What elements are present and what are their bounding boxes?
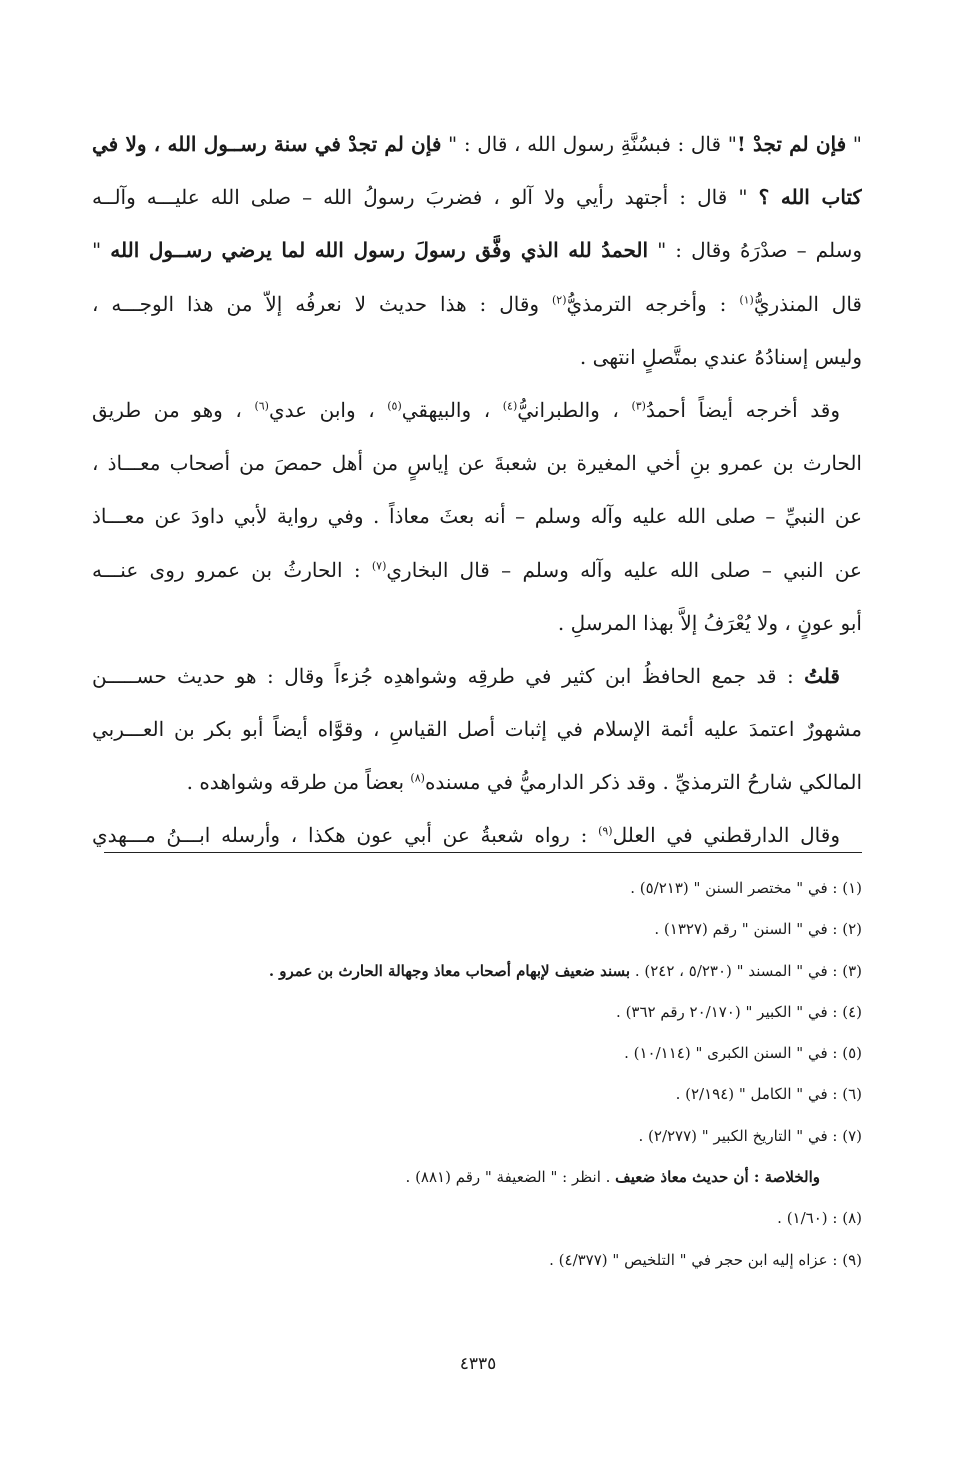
text-span: : وأخرجه الترمذيُّ	[566, 291, 740, 316]
bold-text-span: الحمدُ لله الذي وفَّق رسولَ رسول الله لما يرضي رســول الله	[110, 238, 649, 263]
text-span: بعضاً من طرقه وشواهده .	[186, 770, 411, 795]
text-span: وقال : هذا حديث لا نعرفُه إلاّ من هذا الوجـــه ،	[92, 291, 552, 316]
bold-text-span: والخلاصة : أن حديث معاذ ضعيف	[615, 1168, 820, 1187]
footnote-summary	[100, 1157, 862, 1198]
text-line-4	[92, 278, 862, 331]
footnote-5: (٥) : في " السنن الكبرى " (١٠/١١٤) .	[624, 1044, 862, 1063]
footnote-ref-3[interactable]: (٣)	[631, 399, 646, 413]
text-span: : الحارثُ بن عمرو روى عنـــه	[92, 557, 372, 582]
text-span: عن النبي – صلى الله عليه وآله وسلم – قال البخاري	[386, 557, 862, 582]
bold-text-span: فإن لم تجدْ !	[736, 132, 847, 156]
footnote-ref-4[interactable]: (٤)	[502, 399, 518, 413]
text-span: وقال الدارقطني في العلل	[612, 823, 840, 848]
footnote-ref-6[interactable]: (٦)	[254, 399, 269, 413]
footnote-separator-rule	[104, 852, 862, 853]
footnote-9: (٩) : عزاه إليه ابن حجر في " التلخيص " (٤/٣٧٧) .	[549, 1250, 862, 1269]
text-span: . انظر : " الضعيفة " رقم (٨٨١) .	[405, 1168, 616, 1187]
text-line-10: أبو عونٍ ، ولا يُعْرَفُ إلاَّ بهذا المرسلِ .	[557, 610, 862, 635]
text-span: وقد أخرجه أيضاً أحمدُ	[645, 397, 840, 422]
bold-text-span: فإن لم تجدْ في سنة رســول الله ، ولا في	[92, 132, 442, 156]
footnote-ref-5[interactable]: (٥)	[387, 399, 402, 413]
footnote-ref-1[interactable]: (١)	[739, 292, 754, 306]
text-span: ، وابن عدي	[268, 397, 388, 422]
text-span: (٣) : في " المسند " (٥/٢٣٠ ، ٢٤٢) .	[630, 961, 862, 980]
text-span: "	[846, 132, 862, 156]
text-line-5: وليس إسنادُهُ عندي بمتَّصلٍ انتهى .	[579, 344, 862, 369]
text-span: ، والبيهقي	[401, 397, 503, 422]
text-span: وسلم – صدْرَهُ وقال : "	[648, 238, 862, 263]
text-line-1	[92, 118, 862, 171]
footnotes-block	[100, 868, 862, 1281]
text-line-12: مشهورٌ اعتمدَ عليه أئمة الإسلام في إثبات أصل القياسِ ، وقوَّاه أيضاً أبو بكر بن العـــربي	[92, 717, 862, 742]
main-text-block	[92, 118, 862, 863]
bold-text-span: قلتُ	[804, 663, 840, 688]
text-span: ، والطبرانيُّ	[517, 397, 632, 422]
bold-text-span: كتاب الله ؟	[758, 185, 862, 210]
text-line-14	[92, 809, 862, 862]
text-line-8: عن النبيِّ – صلى الله عليه وآله وسلم – أنه بعثَ معاذاً . وفي رواية لأبي داودَ عن معـــاذ	[92, 504, 862, 529]
footnote-8: (٨) : (١/٦٠) .	[777, 1209, 862, 1228]
footnote-4: (٤) : في " الكبير " (٢٠/١٧٠ رقم ٣٦٢) .	[616, 1002, 862, 1021]
bold-text-span: بسند ضعيف لإبهام أصحاب معاذ وجهالة الحارث بن عمرو .	[268, 961, 631, 980]
text-span: " قال : أجتهد رأيي ولا آلو ، فضربَ رسولُ الله – صلى الله عليـــه وآلــه	[92, 185, 759, 210]
footnote-1: (١) : في " مختصر السنن " (٥/٢١٣) .	[630, 879, 862, 897]
text-line-2	[92, 171, 862, 224]
text-span: : قد جمع الحافظُ ابن كثير في طرقِه وشواهدِه جُزءاً وقال : هو حديث حســـــن	[92, 663, 805, 688]
text-line-9	[92, 544, 862, 597]
footnote-ref-7[interactable]: (٧)	[371, 558, 387, 572]
footnote-ref-8[interactable]: (٨)	[410, 771, 425, 785]
text-line-3	[92, 224, 862, 277]
footnote-7: (٧) : في " التاريخ الكبير " (٢/٢٧٧) .	[638, 1126, 862, 1145]
text-line-13	[92, 756, 862, 809]
text-span: المالكي شارحُ الترمذيِّ . وقد ذكر الدارميُّ في مسنده	[424, 770, 862, 795]
text-span: ، وهو من طريق	[92, 397, 255, 422]
footnote-3	[100, 951, 862, 992]
text-line-7: الحارث بن عمرو بنِ أخي المغيرة بن شعبةَ عن إياسٍ من أهل حمصَ من أصحاب معـــاذ ،	[92, 451, 862, 476]
text-span: "	[92, 238, 111, 263]
page-number: ٤٣٣٥	[459, 1354, 497, 1374]
text-span: قال المنذريُّ	[753, 291, 862, 316]
text-span: : رواه شعبةُ عن أبي عون هكذا ، وأرسله ابـــنُ مـــهدي	[92, 823, 599, 848]
footnote-ref-2[interactable]: (٢)	[551, 292, 567, 306]
text-line-11	[92, 650, 862, 703]
footnote-2: (٢) : في " السنن " رقم (١٣٢٧) .	[654, 920, 862, 939]
footnote-6: (٦) : في " الكامل " (٢/١٩٤) .	[675, 1085, 862, 1104]
footnote-ref-9[interactable]: (٩)	[598, 824, 613, 838]
text-line-6	[92, 384, 862, 437]
text-span: " قال : فبسُنَّةِ رسول الله ، قال : "	[441, 132, 737, 156]
